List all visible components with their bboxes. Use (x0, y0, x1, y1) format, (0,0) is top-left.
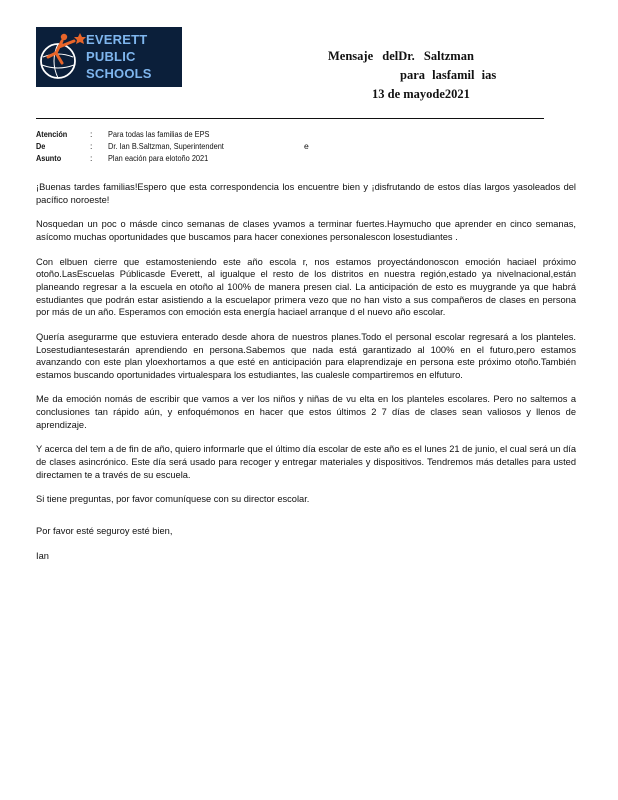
header-divider (36, 118, 544, 119)
memo-label: Atención (36, 129, 68, 139)
body-paragraph: Y acerca del tem a de fin de año, quiero informarle que el último día escolar de este año es el lunes 21 de junio, el cual será un día de clases asincrónico. Este día será usado para recoger y entregar materiales y dispositivos. Tendremos más detalles para usted directamen te a través de su escuela. (36, 444, 576, 480)
header-title-line-1: Mensaje delDr. Saltzman (328, 49, 474, 63)
header-date: 13 de mayode2021 (372, 87, 470, 101)
memo-colon: : (90, 129, 93, 139)
body-paragraph: Quería asegurarme que estuviera enterado desde ahora de nuestros planes.Todo el personal escolar regresará a los planteles. Losestudiantesestarán aprendiendo en persona.Sabemos que nada está garantizado al 100% en el futuro,pero estamos avanzando con este plan yloexhortamos a que esté en anticipación para elaprendizaje en persona este próximo otoño.También estamos buscando oportunidades virtualespara los estudiantes, las cualesle compartiremos en elfuturo. (36, 331, 576, 380)
body-paragraph: Si tiene preguntas, por favor comuníquese con su director escolar. (36, 494, 310, 505)
closing-line: Por favor esté seguroy esté bien, (36, 526, 173, 536)
logo-line: SCHOOLS (86, 66, 152, 81)
body-paragraph: Con elbuen cierre que estamosteniendo este año escola r, nos estamos proyectándonoscon emoción haciael próximo otoño.LasEscuelas Públicasde Everett, al igualque el resto de los distritos en nuestra región,estado ya nivelnacional,están planeando regresar a la escuela en otoño al 100% de manera presen cial. La anticipación de esto es muygrande ya que habrá estudiantes que podrán estar asistiendo a la escuelapor primera vezo que no han visto a sus compañeros de clases en persona por más de un año. Esperamos con emoción esta energía haciael arranque d el nuevo año escolar. (36, 256, 576, 318)
memo-colon: : (90, 141, 93, 151)
logo-wordmark (86, 31, 152, 82)
body-paragraph: ¡Buenas tardes familias!Espero que esta correspondencia los encuentre bien y ¡disfrutando de estos días largos yasoleados del pacífico noroeste! (36, 182, 576, 205)
memo-value: Plan eación para elotoño 2021 (108, 153, 209, 163)
memo-value: Dr. Ian B.Saltzman, Superintendent (108, 141, 224, 151)
header-title-line-2: para lasfamil ias (400, 68, 497, 82)
signature: Ian (36, 550, 49, 561)
body-paragraph: Nosquedan un poc o másde cinco semanas de clases yvamos a terminar fuertes.Haymucho que aprender en cinco semanas, asícomo muchas oportunidades que buscamos para hacer conexiones personalescon losestudiantes . (36, 219, 576, 242)
memo-label: Asunto (36, 153, 62, 163)
logo-line: EVERETT (86, 32, 148, 47)
body-paragraph: Me da emoción nomás de escribir que vamos a ver los niños y niñas de vu elta en los planteles escolares. Pero no saltemos a conclusiones tan rápido aún, y enfoquémonos en hacer que estos últimos 2 7 días de clases sean valiosos y llenos de aprendizaje. (36, 394, 576, 430)
everett-public-schools-logo (36, 27, 182, 87)
letter-body (36, 181, 576, 575)
memo-value: Para todas las familias de EPS (108, 129, 210, 139)
memo-colon: : (90, 153, 93, 163)
memo-value-extra: e (304, 141, 309, 151)
logo-line: PUBLIC (86, 49, 136, 64)
memo-label: De (36, 141, 46, 151)
